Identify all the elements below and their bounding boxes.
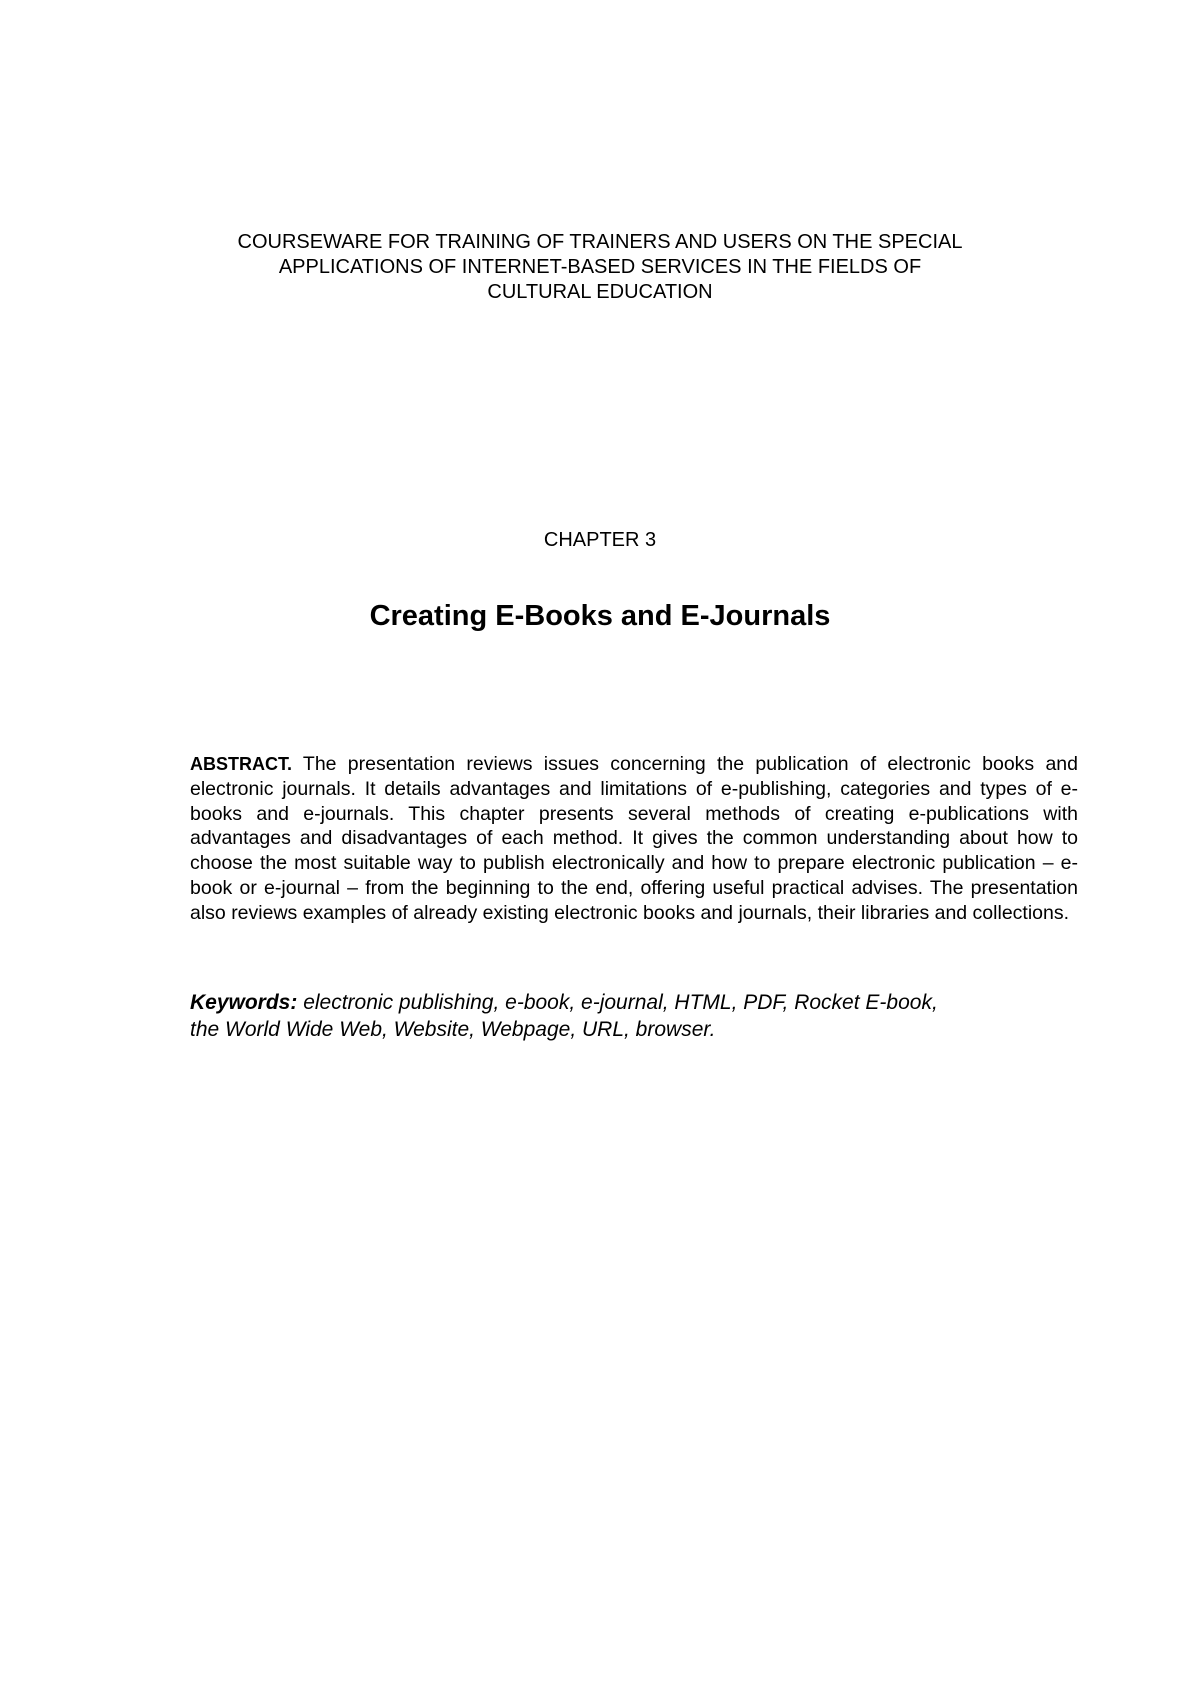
abstract-text: The presentation reviews issues concerning the publication of electronic books and electronic journals. It details advantages and limitations of e-publishing, categories and types of e-books and e-journals. This chapter presents several methods of creating e-publications with advantages and disadvantages of each method. It gives the common understanding about how to choose the most suitable way to publish electronically and how to prepare electronic publication – e-book or e-journal – from the beginning to the end, offering useful practical advises. The presentation also reviews examples of already existing electronic books and journals, their libraries and collections.	[190, 753, 1078, 924]
abstract-label: ABSTRACT.	[190, 754, 292, 774]
series-title	[150, 230, 1050, 305]
abstract-paragraph	[190, 752, 1078, 926]
keywords-line-1	[190, 989, 1090, 1016]
series-title-line-3: CULTURAL EDUCATION	[487, 281, 713, 303]
keywords-label: Keywords:	[190, 991, 298, 1014]
chapter-label: CHAPTER 3	[543, 529, 657, 551]
keywords-line-2: the World Wide Web, Website, Webpage, URL, browser.	[190, 1018, 716, 1041]
chapter-title: Creating E-Books and E-Journals	[369, 600, 831, 632]
series-title-line-2: APPLICATIONS OF INTERNET-BASED SERVICES IN THE FIELDS OF	[278, 256, 922, 278]
keywords-text-1: electronic publishing, e-book, e-journal, HTML, PDF, Rocket E-book,	[303, 991, 938, 1014]
series-title-line-1: COURSEWARE FOR TRAINING OF TRAINERS AND USERS ON THE SPECIAL	[237, 231, 963, 253]
keywords-paragraph	[190, 989, 1090, 1043]
